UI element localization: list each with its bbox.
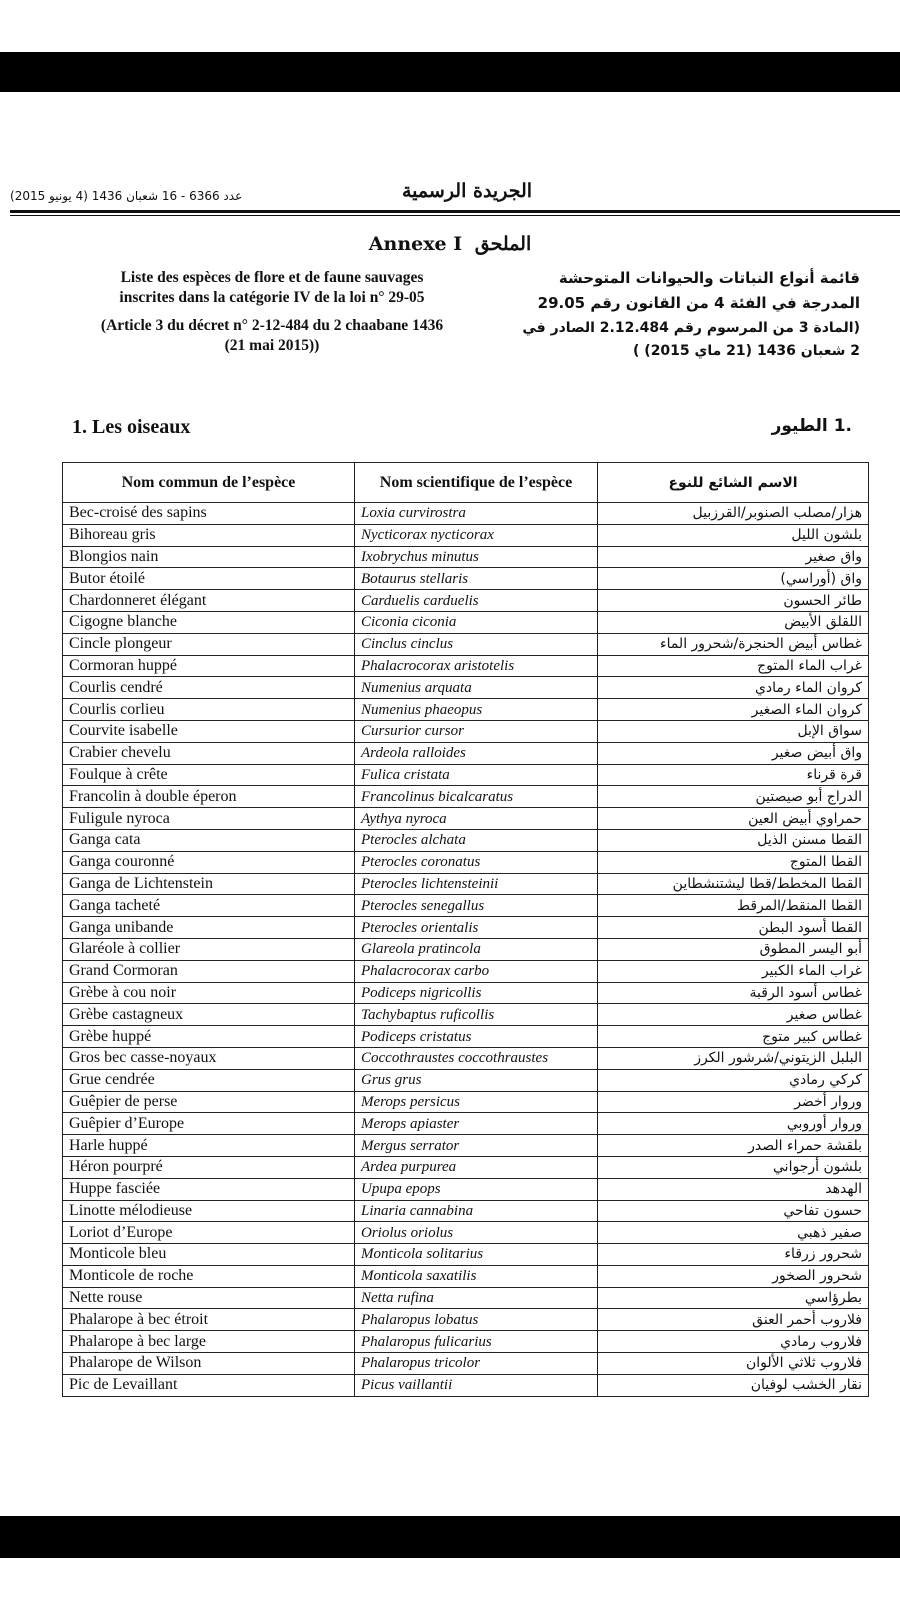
scientific-name-cell: Podiceps nigricollis xyxy=(355,982,598,1004)
scientific-name-cell: Ardea purpurea xyxy=(355,1156,598,1178)
intro-fr-title-line1: Liste des espèces de flore et de faune sauvages xyxy=(120,269,424,286)
common-name-cell: Crabier chevelu xyxy=(63,742,355,764)
running-header xyxy=(10,178,896,208)
scientific-name-cell: Grus grus xyxy=(355,1069,598,1091)
scientific-name-cell: Monticola solitarius xyxy=(355,1244,598,1266)
table-row xyxy=(63,1353,869,1375)
arabic-name-cell: واق أبيض صغير xyxy=(598,742,869,764)
table-row xyxy=(63,1287,869,1309)
common-name-cell: Bec-croisé des sapins xyxy=(63,503,355,525)
table-row xyxy=(63,1374,869,1396)
arabic-name-cell: هزار/مصلب الصنوبر/القرزبيل xyxy=(598,503,869,525)
arabic-name-cell: كروان الماء الصغير xyxy=(598,699,869,721)
arabic-name-cell: واق صغير xyxy=(598,546,869,568)
common-name-cell: Ganga couronné xyxy=(63,851,355,873)
common-name-cell: Grand Cormoran xyxy=(63,960,355,982)
common-name-cell: Grue cendrée xyxy=(63,1069,355,1091)
table-row xyxy=(63,895,869,917)
common-name-cell: Guêpier d’Europe xyxy=(63,1113,355,1135)
arabic-name-cell: واق (أوراسي) xyxy=(598,568,869,590)
arabic-name-cell: حمراوي أبيض العين xyxy=(598,808,869,830)
table-row xyxy=(63,1004,869,1026)
arabic-name-cell: غطاس صغير xyxy=(598,1004,869,1026)
common-name-cell: Courvite isabelle xyxy=(63,720,355,742)
table-row xyxy=(63,1265,869,1287)
table-row xyxy=(63,851,869,873)
arabic-name-cell: فلاروب أحمر العنق xyxy=(598,1309,869,1331)
arabic-name-cell: طائر الحسون xyxy=(598,590,869,612)
header-rule-thin xyxy=(10,215,900,216)
scientific-name-cell: Nycticorax nycticorax xyxy=(355,524,598,546)
common-name-cell: Foulque à crête xyxy=(63,764,355,786)
arabic-name-cell: سواق الإبل xyxy=(598,720,869,742)
table-row xyxy=(63,568,869,590)
common-name-cell: Guêpier de perse xyxy=(63,1091,355,1113)
species-table-body xyxy=(63,503,869,1397)
common-name-cell: Ganga cata xyxy=(63,829,355,851)
table-row xyxy=(63,677,869,699)
issue-line: عدد 6366 - 16 شعبان 1436 (4 يونيو 2015) xyxy=(10,189,243,203)
arabic-name-cell: غطاس أسود الرقبة xyxy=(598,982,869,1004)
arabic-name-cell: حسون تفاحي xyxy=(598,1200,869,1222)
scientific-name-cell: Pterocles senegallus xyxy=(355,895,598,917)
scientific-name-cell: Botaurus stellaris xyxy=(355,568,598,590)
scientific-name-cell: Cursurior cursor xyxy=(355,720,598,742)
common-name-cell: Grèbe castagneux xyxy=(63,1004,355,1026)
section-title-fr: 1. Les oiseaux xyxy=(72,416,191,438)
table-row xyxy=(63,1069,869,1091)
common-name-cell: Ganga tacheté xyxy=(63,895,355,917)
intro-ar-title-line1: قائمة أنواع النباتات والحيوانات المتوحشة xyxy=(558,269,860,287)
arabic-name-cell: كروان الماء رمادي xyxy=(598,677,869,699)
table-row xyxy=(63,982,869,1004)
common-name-cell: Gros bec casse-noyaux xyxy=(63,1047,355,1069)
table-row xyxy=(63,764,869,786)
table-row xyxy=(63,1200,869,1222)
scientific-name-cell: Upupa epops xyxy=(355,1178,598,1200)
scientific-name-cell: Oriolus oriolus xyxy=(355,1222,598,1244)
common-name-cell: Pic de Levaillant xyxy=(63,1374,355,1396)
common-name-cell: Grèbe huppé xyxy=(63,1026,355,1048)
scientific-name-cell: Loxia curvirostra xyxy=(355,503,598,525)
arabic-name-cell: القطا مسنن الذيل xyxy=(598,829,869,851)
common-name-cell: Monticole de roche xyxy=(63,1265,355,1287)
species-table xyxy=(62,462,869,1397)
arabic-name-cell: كركي رمادي xyxy=(598,1069,869,1091)
scientific-name-cell: Netta rufina xyxy=(355,1287,598,1309)
annex-title xyxy=(0,233,900,255)
common-name-cell: Cigogne blanche xyxy=(63,611,355,633)
intro-arabic xyxy=(500,266,860,362)
arabic-name-cell: فلاروب ثلاثي الألوان xyxy=(598,1353,869,1375)
arabic-name-cell: بلشون أرجواني xyxy=(598,1156,869,1178)
table-row xyxy=(63,1047,869,1069)
table-row xyxy=(63,873,869,895)
common-name-cell: Nette rouse xyxy=(63,1287,355,1309)
table-row xyxy=(63,1113,869,1135)
arabic-name-cell: القطا المنقط/المرقط xyxy=(598,895,869,917)
arabic-name-cell: اللقلق الأبيض xyxy=(598,611,869,633)
common-name-cell: Héron pourpré xyxy=(63,1156,355,1178)
arabic-name-cell: القطا المخطط/قطا ليشتنشطاين xyxy=(598,873,869,895)
table-row xyxy=(63,699,869,721)
scientific-name-cell: Merops persicus xyxy=(355,1091,598,1113)
common-name-cell: Cormoran huppé xyxy=(63,655,355,677)
arabic-name-cell: القطا المتوج xyxy=(598,851,869,873)
common-name-cell: Bihoreau gris xyxy=(63,524,355,546)
table-row xyxy=(63,720,869,742)
arabic-name-cell: فلاروب رمادي xyxy=(598,1331,869,1353)
scientific-name-cell: Phalacrocorax carbo xyxy=(355,960,598,982)
scientific-name-cell: Carduelis carduelis xyxy=(355,590,598,612)
scientific-name-cell: Ixobrychus minutus xyxy=(355,546,598,568)
common-name-cell: Butor étoilé xyxy=(63,568,355,590)
arabic-name-cell: الدراج أبو صيصتين xyxy=(598,786,869,808)
common-name-cell: Fuligule nyroca xyxy=(63,808,355,830)
table-row xyxy=(63,1156,869,1178)
scientific-name-cell: Pterocles orientalis xyxy=(355,917,598,939)
arabic-name-cell: القطا أسود البطن xyxy=(598,917,869,939)
arabic-name-cell: غطاس كبير متوج xyxy=(598,1026,869,1048)
bottom-black-band xyxy=(0,1516,900,1558)
gazette-title: الجريدة الرسمية xyxy=(402,180,533,202)
table-row xyxy=(63,1091,869,1113)
table-row xyxy=(63,1331,869,1353)
common-name-cell: Ganga de Lichtenstein xyxy=(63,873,355,895)
table-header-row xyxy=(63,463,869,503)
scientific-name-cell: Ardeola ralloides xyxy=(355,742,598,764)
header-rule-thick xyxy=(10,210,900,213)
intro-fr-decree-line2: (21 mai 2015)) xyxy=(224,337,320,354)
common-name-cell: Loriot d’Europe xyxy=(63,1222,355,1244)
arabic-name-cell: قرة قرناء xyxy=(598,764,869,786)
scientific-name-cell: Numenius phaeopus xyxy=(355,699,598,721)
common-name-cell: Cincle plongeur xyxy=(63,633,355,655)
table-row xyxy=(63,960,869,982)
scientific-name-cell: Fulica cristata xyxy=(355,764,598,786)
table-row xyxy=(63,1135,869,1157)
table-row xyxy=(63,611,869,633)
table-row xyxy=(63,524,869,546)
table-row xyxy=(63,1026,869,1048)
common-name-cell: Grèbe à cou noir xyxy=(63,982,355,1004)
common-name-cell: Harle huppé xyxy=(63,1135,355,1157)
common-name-cell: Ganga unibande xyxy=(63,917,355,939)
table-row xyxy=(63,742,869,764)
arabic-name-cell: الهدهد xyxy=(598,1178,869,1200)
header-common-name: Nom commun de l’espèce xyxy=(63,463,355,503)
annex-title-ar: الملحق xyxy=(474,233,532,255)
table-row xyxy=(63,503,869,525)
scientific-name-cell: Coccothraustes coccothraustes xyxy=(355,1047,598,1069)
arabic-name-cell: بلشون الليل xyxy=(598,524,869,546)
common-name-cell: Courlis cendré xyxy=(63,677,355,699)
scientific-name-cell: Podiceps cristatus xyxy=(355,1026,598,1048)
table-row xyxy=(63,786,869,808)
common-name-cell: Linotte mélodieuse xyxy=(63,1200,355,1222)
table-row xyxy=(63,917,869,939)
scientific-name-cell: Linaria cannabina xyxy=(355,1200,598,1222)
common-name-cell: Blongios nain xyxy=(63,546,355,568)
scientific-name-cell: Ciconia ciconia xyxy=(355,611,598,633)
scientific-name-cell: Phalaropus fulicarius xyxy=(355,1331,598,1353)
arabic-name-cell: غراب الماء المتوج xyxy=(598,655,869,677)
annex-title-fr: Annexe I xyxy=(368,233,463,255)
arabic-name-cell: غطاس أبيض الحنجرة/شحرور الماء xyxy=(598,633,869,655)
intro-fr-decree-line1: (Article 3 du décret n° 2-12-484 du 2 chaabane 1436 xyxy=(100,317,444,334)
intro-french xyxy=(62,268,482,356)
section-title-ar: .1 الطيور xyxy=(771,416,852,436)
scientific-name-cell: Phalacrocorax aristotelis xyxy=(355,655,598,677)
table-row xyxy=(63,1222,869,1244)
common-name-cell: Phalarope à bec large xyxy=(63,1331,355,1353)
scientific-name-cell: Pterocles alchata xyxy=(355,829,598,851)
common-name-cell: Francolin à double éperon xyxy=(63,786,355,808)
scientific-name-cell: Merops apiaster xyxy=(355,1113,598,1135)
table-row xyxy=(63,938,869,960)
common-name-cell: Monticole bleu xyxy=(63,1244,355,1266)
intro-ar-decree-line2: 2 شعبان 1436 (21 ماي 2015) ) xyxy=(633,343,860,359)
scientific-name-cell: Picus vaillantii xyxy=(355,1374,598,1396)
arabic-name-cell: غراب الماء الكبير xyxy=(598,960,869,982)
scientific-name-cell: Francolinus bicalcaratus xyxy=(355,786,598,808)
arabic-name-cell: شحرور زرقاء xyxy=(598,1244,869,1266)
scientific-name-cell: Monticola saxatilis xyxy=(355,1265,598,1287)
scientific-name-cell: Pterocles coronatus xyxy=(355,851,598,873)
intro-ar-decree-line1: (المادة 3 من المرسوم رقم 2.12.484 الصادر في xyxy=(522,320,860,336)
table-row xyxy=(63,633,869,655)
table-row xyxy=(63,808,869,830)
table-row xyxy=(63,1309,869,1331)
arabic-name-cell: وروار أوروبي xyxy=(598,1113,869,1135)
table-row xyxy=(63,655,869,677)
scientific-name-cell: Cinclus cinclus xyxy=(355,633,598,655)
scientific-name-cell: Mergus serrator xyxy=(355,1135,598,1157)
common-name-cell: Phalarope à bec étroit xyxy=(63,1309,355,1331)
header-arabic-name: الاسم الشائع للنوع xyxy=(598,463,869,503)
arabic-name-cell: أبو اليسر المطوق xyxy=(598,938,869,960)
header-scientific-name: Nom scientifique de l’espèce xyxy=(355,463,598,503)
common-name-cell: Chardonneret élégant xyxy=(63,590,355,612)
arabic-name-cell: بلقشة حمراء الصدر xyxy=(598,1135,869,1157)
scientific-name-cell: Tachybaptus ruficollis xyxy=(355,1004,598,1026)
table-row xyxy=(63,546,869,568)
arabic-name-cell: البلبل الزيتوني/شرشور الكرز xyxy=(598,1047,869,1069)
table-row xyxy=(63,590,869,612)
arabic-name-cell: صفير ذهبي xyxy=(598,1222,869,1244)
top-black-band xyxy=(0,52,900,92)
arabic-name-cell: شحرور الصخور xyxy=(598,1265,869,1287)
arabic-name-cell: وروار أخضر xyxy=(598,1091,869,1113)
table-row xyxy=(63,1178,869,1200)
arabic-name-cell: بطرؤاسي xyxy=(598,1287,869,1309)
scientific-name-cell: Aythya nyroca xyxy=(355,808,598,830)
scientific-name-cell: Numenius arquata xyxy=(355,677,598,699)
scientific-name-cell: Phalaropus lobatus xyxy=(355,1309,598,1331)
common-name-cell: Huppe fasciée xyxy=(63,1178,355,1200)
table-row xyxy=(63,1244,869,1266)
arabic-name-cell: نقار الخشب لوفيان xyxy=(598,1374,869,1396)
table-row xyxy=(63,829,869,851)
common-name-cell: Phalarope de Wilson xyxy=(63,1353,355,1375)
intro-fr-title-line2: inscrites dans la catégorie IV de la loi n° 29-05 xyxy=(119,289,425,306)
intro-ar-title-line2: المدرجة في الفئة 4 من القانون رقم 29.05 xyxy=(537,294,860,312)
common-name-cell: Glaréole à collier xyxy=(63,938,355,960)
scientific-name-cell: Phalaropus tricolor xyxy=(355,1353,598,1375)
scientific-name-cell: Pterocles lichtensteinii xyxy=(355,873,598,895)
common-name-cell: Courlis corlieu xyxy=(63,699,355,721)
scientific-name-cell: Glareola pratincola xyxy=(355,938,598,960)
